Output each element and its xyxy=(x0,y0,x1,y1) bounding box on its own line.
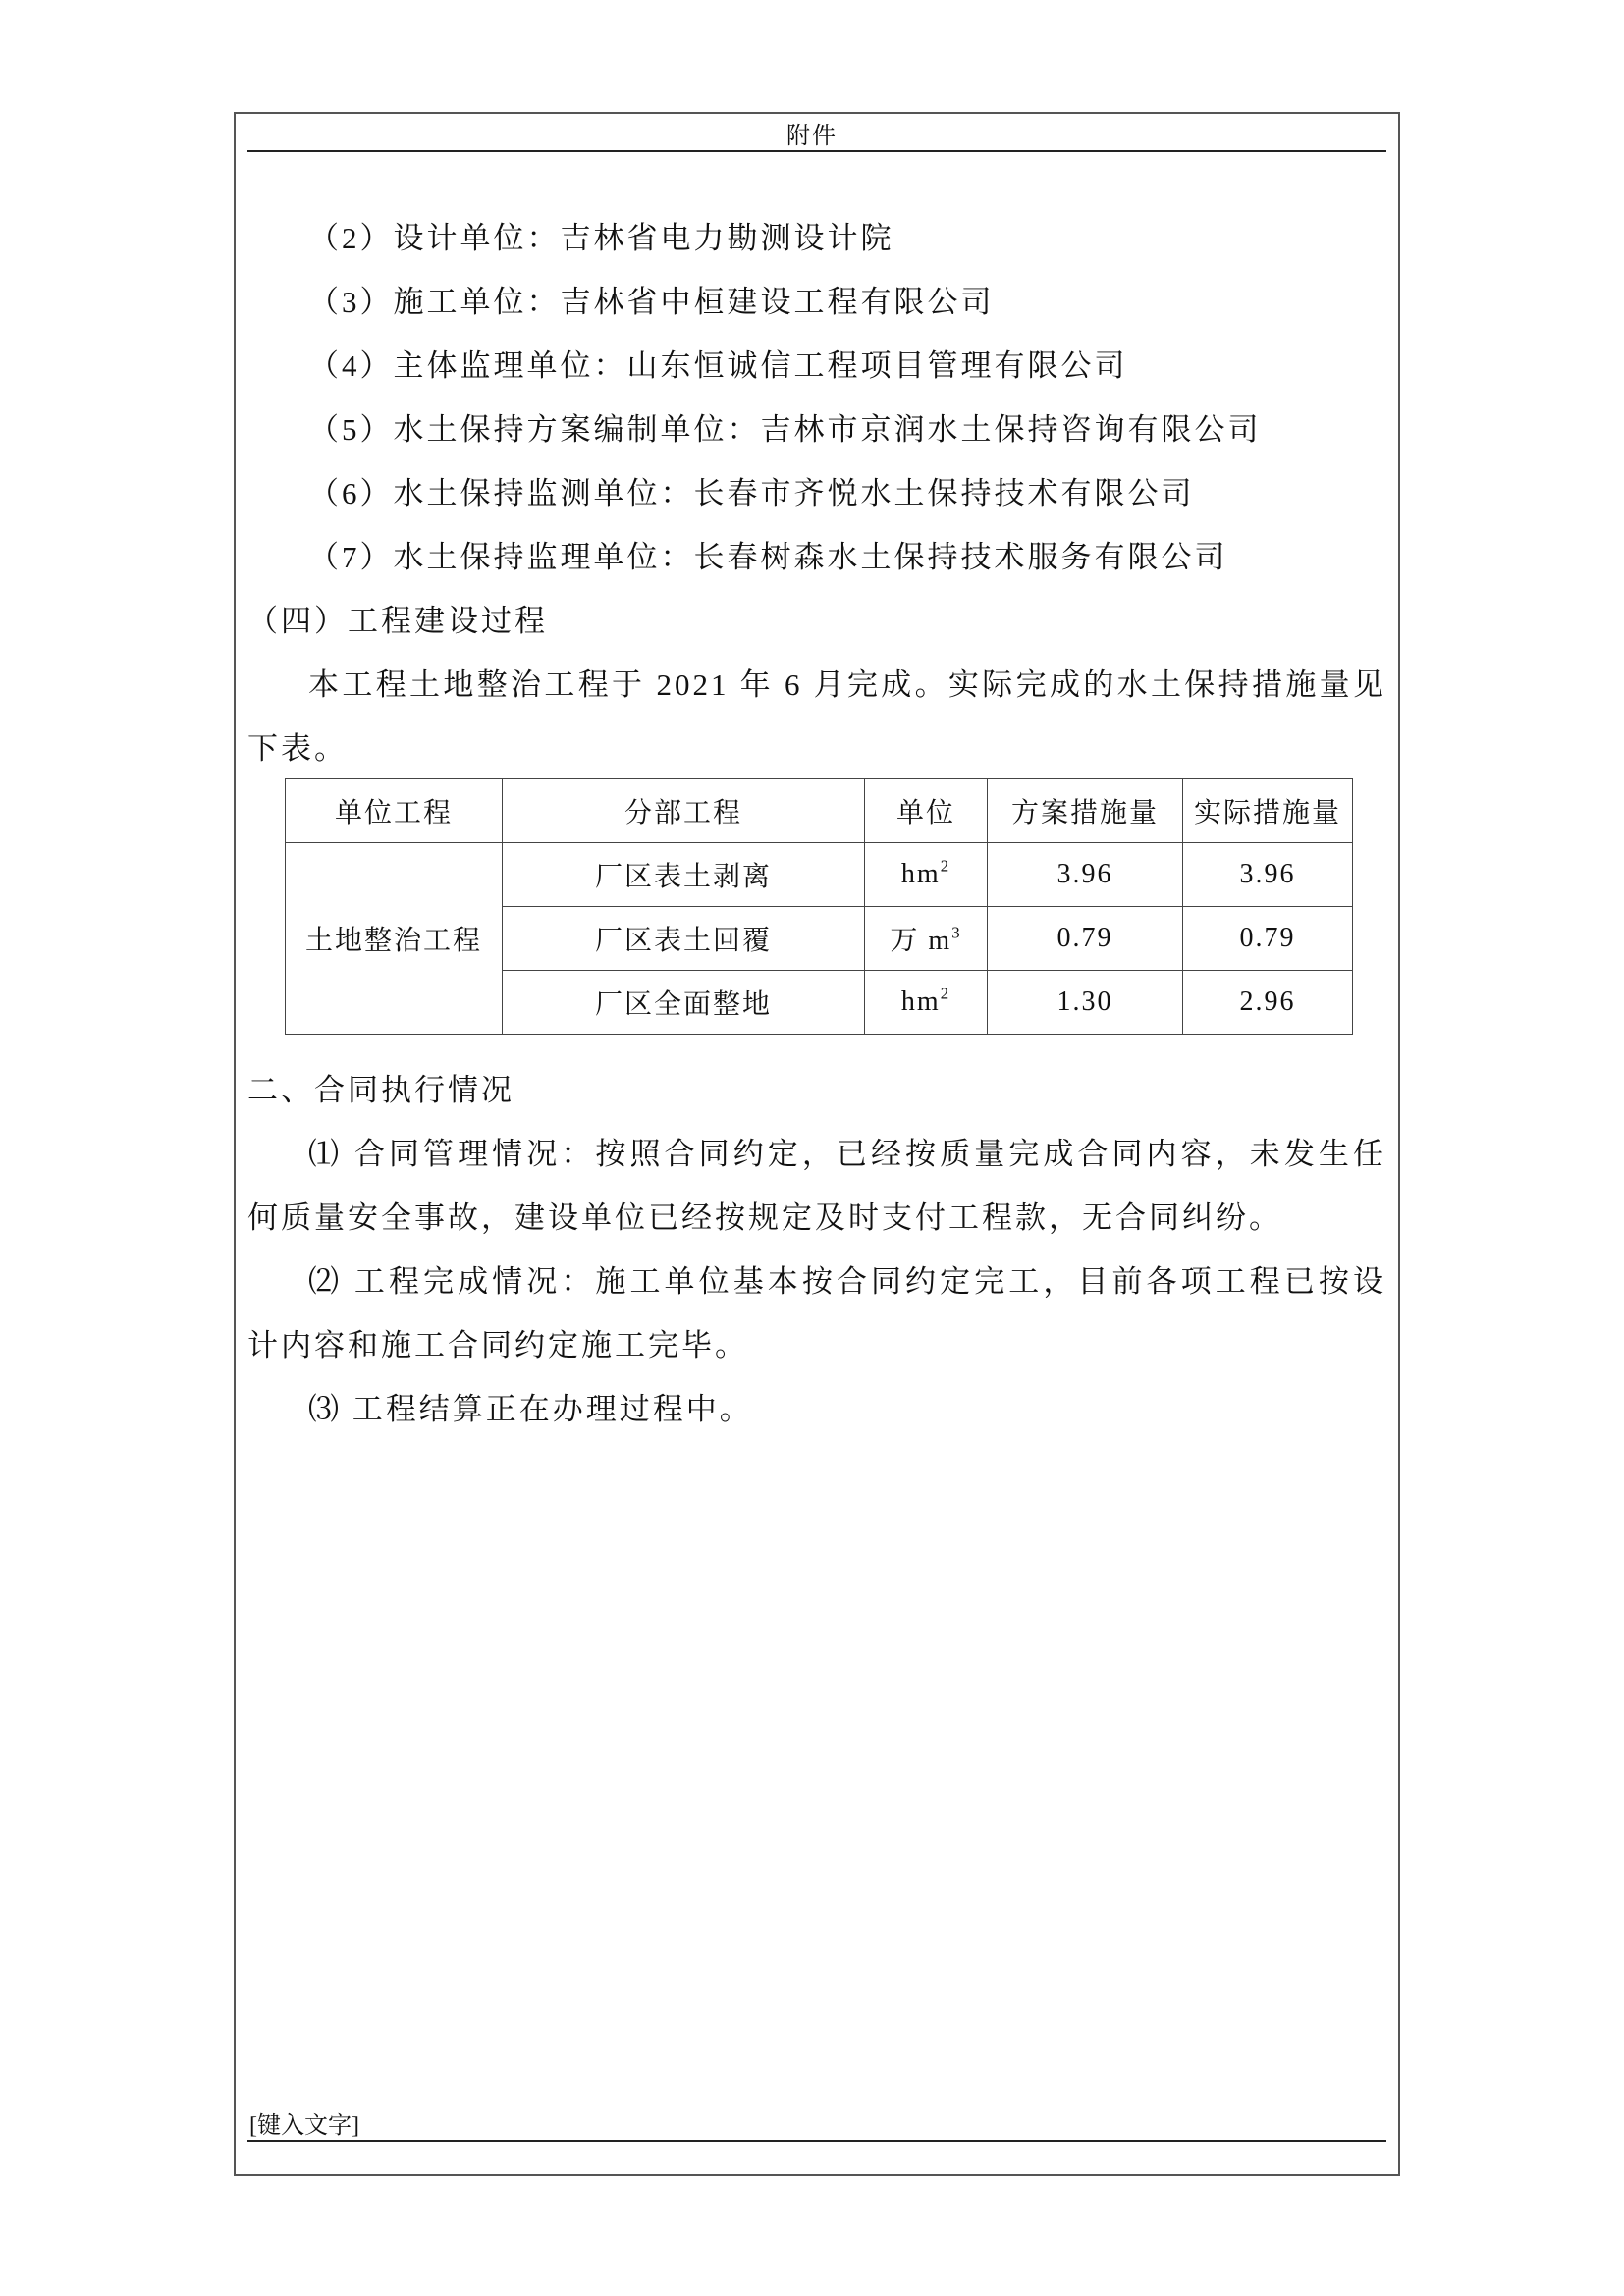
unit-line: （3）施工单位：吉林省中桓建设工程有限公司 xyxy=(308,285,995,319)
unit-line: （5）水土保持方案编制单位：吉林市京润水土保持咨询有限公司 xyxy=(308,412,1262,447)
intro-paragraph: 本工程土地整治工程于 2021 年 6 月完成。实际完成的水土保持措施量见下表。 xyxy=(247,667,1386,766)
section-heading: （四）工程建设过程 xyxy=(247,604,548,638)
item-cell: 厂区表土回覆 xyxy=(503,907,865,971)
contract-paragraph: ⑶ 工程结算正在办理过程中。 xyxy=(308,1392,753,1426)
table-header: 单位 xyxy=(865,779,988,843)
planned-cell: 0.79 xyxy=(988,907,1183,971)
header-title: 附件 xyxy=(786,124,838,149)
table-row xyxy=(286,843,1353,907)
section-heading: 二、合同执行情况 xyxy=(247,1073,514,1107)
table-header-row xyxy=(286,779,1353,843)
unit-line: （2）设计单位：吉林省电力勘测设计院 xyxy=(308,221,894,255)
unit-line: （4）主体监理单位：山东恒诚信工程项目管理有限公司 xyxy=(308,348,1128,383)
contract-paragraph: ⑵ 工程完成情况：施工单位基本按合同约定完工，目前各项工程已按设计内容和施工合同约定施工完毕。 xyxy=(247,1264,1386,1362)
table-header: 实际措施量 xyxy=(1183,779,1353,843)
table-header: 方案措施量 xyxy=(988,779,1183,843)
item-cell: 厂区全面整地 xyxy=(503,971,865,1035)
table-header: 单位工程 xyxy=(286,779,503,843)
actual-cell: 2.96 xyxy=(1183,971,1353,1035)
planned-cell: 3.96 xyxy=(988,843,1183,907)
unit-cell: $hm^2$ xyxy=(865,843,988,907)
actual-cell: 0.79 xyxy=(1183,907,1353,971)
contract-section xyxy=(247,1058,1386,1441)
item-cell: 厂区表土剥离 xyxy=(503,843,865,907)
measures-table xyxy=(285,778,1353,1035)
unit-cell: 万 $m^3$ xyxy=(865,907,988,971)
document-body xyxy=(247,206,1386,780)
unit-line: （7）水土保持监理单位：长春树森水土保持技术服务有限公司 xyxy=(308,540,1228,574)
group-cell: 土地整治工程 xyxy=(286,843,503,1035)
footer-rule xyxy=(247,2140,1386,2142)
footer-placeholder[interactable]: [键入文字] xyxy=(249,2113,359,2139)
unit-cell: $hm^2$ xyxy=(865,971,988,1035)
unit-line: （6）水土保持监测单位：长春市齐悦水土保持技术有限公司 xyxy=(308,476,1195,510)
actual-cell: 3.96 xyxy=(1183,843,1353,907)
table-header: 分部工程 xyxy=(503,779,865,843)
contract-paragraph: ⑴ 合同管理情况：按照合同约定，已经按质量完成合同内容，未发生任何质量安全事故，建设单位已经按规定及时支付工程款，无合同纠纷。 xyxy=(247,1137,1386,1235)
planned-cell: 1.30 xyxy=(988,971,1183,1035)
header-rule xyxy=(247,150,1386,152)
